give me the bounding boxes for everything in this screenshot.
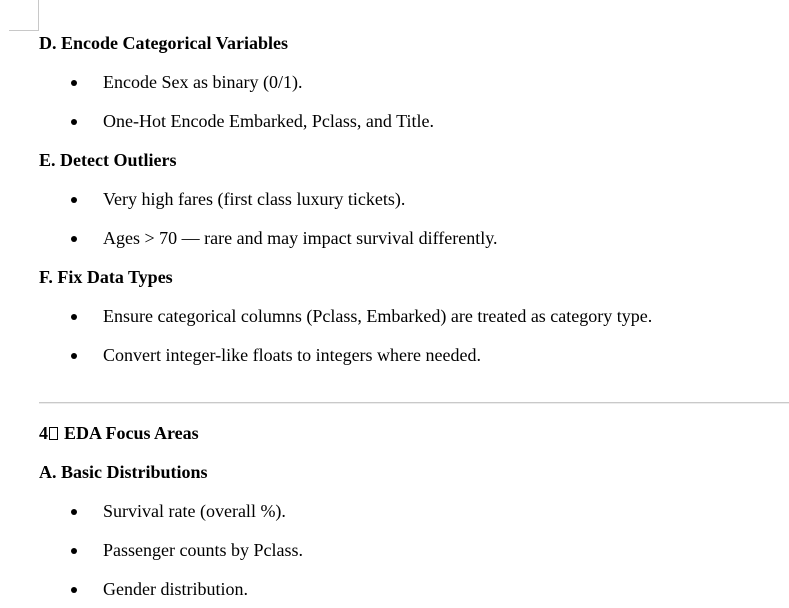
list-item [0,539,789,561]
bullet-icon [71,353,77,359]
list-item [0,305,789,327]
list-item-text: Very high fares (first class luxury tickets). [103,189,406,209]
eda-heading-title: EDA Focus Areas [64,423,199,443]
section-heading-f: F. Fix Data Types [39,267,173,287]
bullet-icon [71,587,77,593]
list-item [0,188,789,210]
margin-corner-mark [38,0,39,31]
list-item-text: Encode Sex as binary (0/1). [103,72,303,92]
section-heading-e: E. Detect Outliers [39,150,177,170]
list-item [0,344,789,366]
list-item-text: One-Hot Encode Embarked, Pclass, and Title. [103,111,434,131]
bullet-icon [71,80,77,86]
list-item [0,500,789,522]
list-item [0,71,789,93]
bullet-icon [71,548,77,554]
section-heading-a: A. Basic Distributions [39,462,208,482]
list-item [0,110,789,132]
list-item-text: Survival rate (overall %). [103,501,286,521]
bullet-icon [71,509,77,515]
list-item-text: Convert integer-like floats to integers where needed. [103,345,481,365]
list-item [0,227,789,249]
bullet-icon [71,119,77,125]
list-item-text: Passenger counts by Pclass. [103,540,303,560]
bullet-icon [71,197,77,203]
missing-glyph-icon [49,427,58,440]
list-item-text: Ages > 70 — rare and may impact survival differently. [103,228,498,248]
section-heading-d: D. Encode Categorical Variables [39,33,288,53]
margin-corner-mark [9,30,39,31]
list-item-text: Ensure categorical columns (Pclass, Embarked) are treated as category type. [103,306,653,326]
bullet-icon [71,236,77,242]
horizontal-rule [39,402,789,404]
bullet-icon [71,314,77,320]
list-item-text: Gender distribution. [103,579,248,599]
list-item [0,578,789,600]
eda-heading-number: 4 [39,423,48,443]
eda-heading [39,422,199,444]
